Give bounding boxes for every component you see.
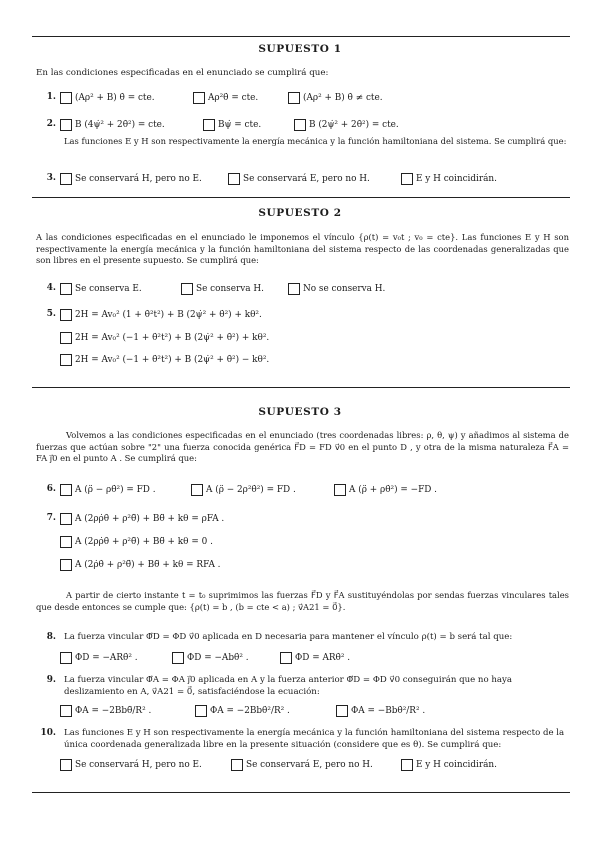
question-5-option-b-row	[18, 330, 573, 346]
checkbox[interactable]	[60, 283, 72, 295]
checkbox[interactable]	[288, 283, 300, 295]
question-9	[18, 673, 573, 719]
checkbox[interactable]	[60, 652, 72, 664]
checkbox[interactable]	[191, 484, 203, 496]
checkbox[interactable]	[294, 119, 306, 131]
section-1-text-3	[64, 136, 569, 148]
option-text: B (2ψ̇² + 2θ̇²) = cte.	[309, 119, 399, 130]
option-text: Se conserva H.	[196, 283, 264, 294]
section-rule-2	[32, 197, 570, 198]
checkbox[interactable]	[60, 559, 72, 571]
option-6c[interactable]	[334, 482, 437, 497]
option-text: Se conservará E, pero no H.	[246, 759, 373, 770]
checkbox[interactable]	[228, 173, 240, 185]
paragraph-text: A partir de cierto instante t = t₀ suprimimos las fuerzas F⃗D y F⃗A sustituyéndolas por sendas fuerzas vinculares tales que desde entonces se cumple que: {ρ(t) = b , (b = cte < a) ; v⃗A21 = 0⃗}.	[36, 590, 569, 612]
option-5a[interactable]	[60, 307, 262, 322]
option-text: No se conserva H.	[303, 283, 386, 294]
option-8c[interactable]	[280, 650, 350, 665]
section-title-1: SUPUESTO 1	[258, 43, 342, 55]
checkbox[interactable]	[60, 354, 72, 366]
option-10b[interactable]	[231, 757, 373, 772]
option-text: B (4ψ̇² + 2θ̇²) = cte.	[75, 119, 165, 130]
question-text: Las funciones E y H son respectivamente la energía mecánica y la función hamiltoniana del sistema respecto de la única coordenada generalizada libre en la presente situación (considere que es θ). Se cumplirá que:	[64, 728, 565, 750]
option-text: A (2ρ̇θ̇ + ρ²θ̈) + Bθ̈ + kθ = RFA .	[75, 559, 221, 570]
checkbox[interactable]	[280, 652, 292, 664]
checkbox[interactable]	[203, 119, 215, 131]
paragraph-text: Volvemos a las condiciones especificadas en el enunciado (tres coordenadas libres: ρ, θ, ψ) y añadimos al sistema de fuerzas que actúan sobre "2" una fuerza conocida genérica F⃗D = FD v⃗0 en el punto D , y otra de la misma naturaleza F⃗A = FA j⃗0 en el punto A . Se cumplirá que:	[36, 430, 569, 464]
section-title-2: SUPUESTO 2	[258, 207, 342, 219]
question-10-options	[18, 757, 573, 773]
checkbox[interactable]	[336, 705, 348, 717]
option-text: ΦD = −Abθ̇² .	[187, 652, 249, 663]
question-3	[18, 171, 573, 187]
question-number: 2.	[46, 119, 56, 129]
question-number: 10.	[40, 728, 56, 738]
option-text: Se conservará H, pero no E.	[75, 759, 202, 770]
option-3b[interactable]	[228, 171, 370, 186]
question-9-options	[18, 703, 573, 719]
option-text: (Aρ² + B) θ̇ ≠ cte.	[303, 92, 383, 103]
option-9a[interactable]	[60, 703, 151, 718]
option-text: Aρ²θ̇ = cte.	[208, 92, 259, 103]
option-text: 2H = Av₀² (−1 + θ̇²t²) + B (2ψ̇² + θ̇²) − kθ².	[75, 354, 270, 365]
paragraph-text: A las condiciones especificadas en el enunciado le imponemos el vínculo {ρ(t) = v₀t ; v₀ = cte}. Las funciones E y H son respectivamente la energía mecánica y la función hamiltoniana del sistema respecto de las coordenadas generalizadas que son libres en el presente supuesto. Se cumplirá que:	[36, 232, 569, 266]
question-6	[18, 482, 573, 498]
section-rule-3	[32, 387, 570, 388]
option-5c[interactable]	[60, 352, 269, 367]
option-text: E y H coincidirán.	[416, 759, 497, 770]
checkbox[interactable]	[231, 759, 243, 771]
option-3c[interactable]	[401, 171, 497, 186]
checkbox[interactable]	[401, 759, 413, 771]
checkbox[interactable]	[60, 332, 72, 344]
option-2a[interactable]	[60, 117, 165, 132]
checkbox[interactable]	[334, 484, 346, 496]
option-text: ΦA = −Bbθ̇²/R² .	[351, 705, 426, 716]
option-7b[interactable]	[60, 534, 213, 549]
option-10a[interactable]	[60, 757, 202, 772]
option-text: A (2ρρ̇θ̇ + ρ²θ̈) + Bθ̈ + kθ = 0 .	[75, 536, 213, 547]
option-text: ΦA = −2Bbθ̇²/R² .	[210, 705, 290, 716]
checkbox[interactable]	[60, 484, 72, 496]
bottom-rule	[32, 792, 570, 793]
question-1	[18, 90, 573, 106]
question-number: 6.	[46, 484, 56, 494]
option-4a[interactable]	[60, 281, 142, 296]
question-number: 9.	[46, 675, 56, 685]
checkbox[interactable]	[60, 513, 72, 525]
option-text: Se conserva E.	[75, 283, 142, 294]
option-text: ΦD = ARθ̇² .	[295, 652, 351, 663]
checkbox[interactable]	[60, 536, 72, 548]
option-7c[interactable]	[60, 557, 221, 572]
question-7	[18, 511, 573, 527]
option-8b[interactable]	[172, 650, 249, 665]
option-7a[interactable]	[60, 511, 224, 526]
option-text: Se conservará H, pero no E.	[75, 173, 202, 184]
option-2b[interactable]	[203, 117, 261, 132]
question-text: La fuerza vincular Φ⃗A = ΦA j⃗0 aplicada en A y la fuerza anterior Φ⃗D = ΦD v⃗0 conseguirán que no haya deslizamiento en A, v⃗A21 = 0⃗, satisfaciéndose la ecuación:	[64, 675, 513, 697]
section-2-intro	[36, 232, 569, 267]
question-5	[18, 307, 573, 323]
question-4	[18, 281, 573, 297]
question-number: 3.	[46, 173, 56, 183]
option-6b[interactable]	[191, 482, 296, 497]
option-4c[interactable]	[288, 281, 385, 296]
option-8a[interactable]	[60, 650, 138, 665]
option-text: ΦD = −ARθ̇² .	[75, 652, 138, 663]
option-6a[interactable]	[60, 482, 156, 497]
checkbox[interactable]	[60, 705, 72, 717]
checkbox[interactable]	[288, 92, 300, 104]
option-1b[interactable]	[193, 90, 258, 105]
option-text: A (ρ̈ + ρθ̇²) = −FD .	[349, 484, 438, 495]
option-text: Se conservará E, pero no H.	[243, 173, 370, 184]
top-rule	[32, 36, 570, 37]
option-text: Bψ̇ = cte.	[218, 119, 262, 130]
option-4b[interactable]	[181, 281, 264, 296]
option-text: E y H coincidirán.	[416, 173, 497, 184]
checkbox[interactable]	[195, 705, 207, 717]
question-7-option-c-row	[18, 557, 573, 573]
question-number: 7.	[46, 513, 56, 523]
checkbox[interactable]	[60, 759, 72, 771]
option-1a[interactable]	[60, 90, 155, 105]
question-5-option-c-row	[18, 352, 573, 368]
section-3-intro	[36, 430, 569, 465]
option-text: A (2ρρ̇θ̇ + ρ²θ̈) + Bθ̈ + kθ = ρFA .	[75, 513, 225, 524]
checkbox[interactable]	[172, 652, 184, 664]
option-text: ΦA = −2Bbθ̈/R² .	[75, 705, 152, 716]
question-2	[18, 117, 573, 133]
question-7-option-b-row	[18, 534, 573, 550]
question-text: La fuerza vincular Φ⃗D = ΦD v⃗0 aplicada en D necesaria para mantener el vínculo ρ(t) = b será tal que:	[64, 632, 513, 642]
option-2c[interactable]	[294, 117, 399, 132]
section-title-3: SUPUESTO 3	[258, 406, 342, 418]
checkbox[interactable]	[60, 309, 72, 321]
option-10c[interactable]	[401, 757, 497, 772]
option-3a[interactable]	[60, 171, 202, 186]
checkbox[interactable]	[60, 92, 72, 104]
question-8	[18, 630, 573, 666]
question-10	[18, 726, 573, 776]
section-1-intro: En las condiciones especificadas en el enunciado se cumplirá que:	[36, 68, 329, 78]
option-text: A (ρ̈ − ρθ̇²) = FD .	[75, 484, 156, 495]
checkbox[interactable]	[193, 92, 205, 104]
option-text: 2H = Av₀² (−1 + θ̇²t²) + B (2ψ̇² + θ̇²) + kθ².	[75, 332, 270, 343]
question-8-options	[18, 650, 573, 666]
option-9c[interactable]	[336, 703, 425, 718]
option-text: (Aρ² + B) θ̇ = cte.	[75, 92, 155, 103]
question-number: 8.	[46, 632, 56, 642]
checkbox[interactable]	[60, 173, 72, 185]
option-1c[interactable]	[288, 90, 383, 105]
option-text: 2H = Av₀² (1 + θ̇²t²) + B (2ψ̇² + θ̇²) + kθ².	[75, 309, 262, 320]
option-text: A (ρ̈ − 2ρ²θ̇²) = FD .	[206, 484, 296, 495]
question-number: 5.	[46, 309, 56, 319]
checkbox[interactable]	[60, 119, 72, 131]
question-number: 1.	[46, 92, 56, 102]
paragraph-text: Las funciones E y H son respectivamente la energía mecánica y la función hamiltoniana del sistema. Se cumplirá que:	[64, 136, 567, 146]
checkbox[interactable]	[401, 173, 413, 185]
section-3-mid-text	[36, 590, 569, 613]
option-5b[interactable]	[60, 330, 269, 345]
option-9b[interactable]	[195, 703, 290, 718]
question-number: 4.	[46, 283, 56, 293]
checkbox[interactable]	[181, 283, 193, 295]
